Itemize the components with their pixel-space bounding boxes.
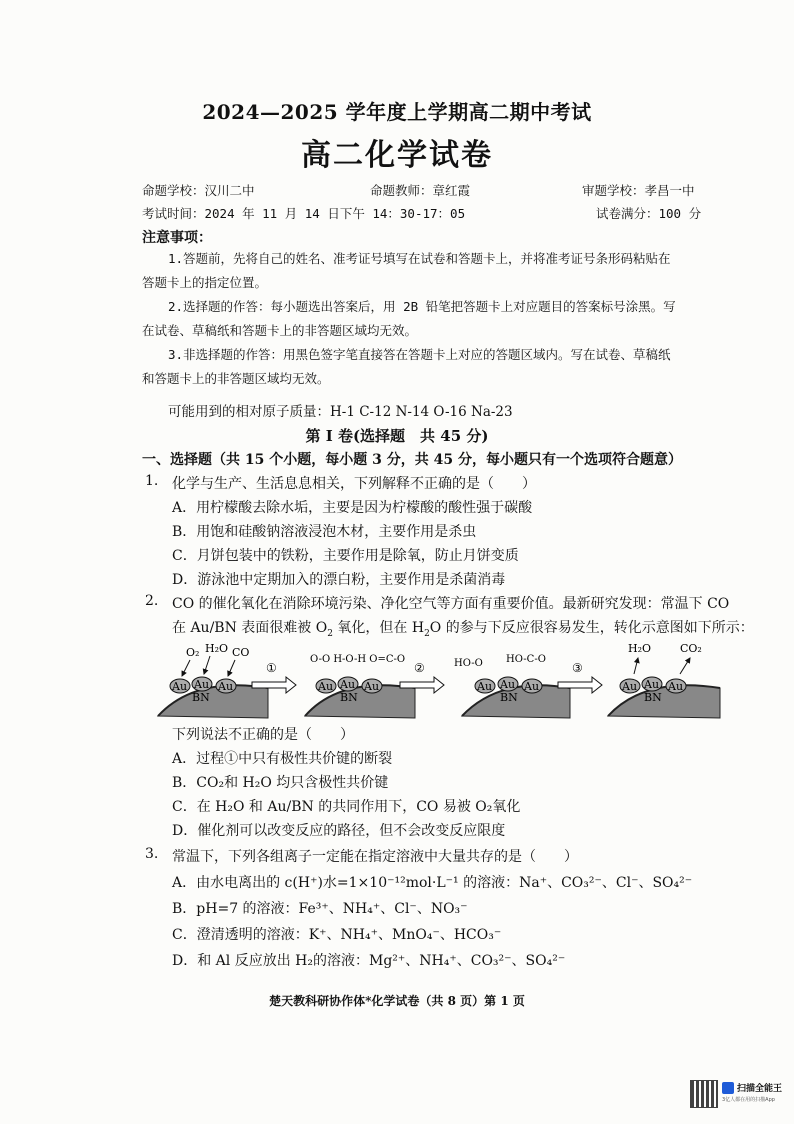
svg-text:CO: CO [232, 646, 250, 659]
svg-text:Au: Au [644, 678, 660, 691]
svg-text:Au: Au [318, 680, 334, 693]
svg-text:H₂O: H₂O [205, 642, 229, 655]
stage-2 [305, 654, 415, 718]
scanner-subtitle: 3亿人都在用的扫描App [722, 1097, 775, 1103]
svg-text:Au: Au [524, 680, 540, 693]
svg-text:HO-O: HO-O [454, 658, 483, 669]
svg-text:CO₂: CO₂ [680, 642, 702, 655]
svg-text:Au: Au [477, 680, 493, 693]
svg-text:Au: Au [340, 678, 356, 691]
step-3-arrow [558, 661, 602, 693]
notice-heading: 注意事项： [142, 230, 212, 246]
atomic-masses: 可能用到的相对原子质量：H-1 C-12 N-14 O-16 Na-23 [168, 404, 513, 420]
q2-option-c: C．在 H₂O 和 Au/BN 的共同作用下，CO 易被 O₂氧化 [172, 799, 521, 815]
q3-number: 3. [145, 846, 159, 862]
q3-stem: 常温下，下列各组离子一定能在指定溶液中大量共存的是（ ） [172, 849, 578, 865]
q2-option-d: D．催化剂可以改变反应的路径，但不会改变反应限度 [172, 823, 506, 839]
exam-title: 2024—2025 学年度上学期高二期中考试 [202, 100, 592, 124]
qr-code-icon [690, 1080, 718, 1108]
section1-title: 一、选择题（共 15 个小题，每小题 3 分，共 45 分，每小题只有一个选项符合题意） [142, 452, 682, 468]
scanner-logo-icon [722, 1082, 734, 1094]
part1-title: 第 I 卷(选择题 共 45 分) [305, 427, 489, 445]
q1-option-b: B．用饱和硅酸钠溶液浸泡木材，主要作用是杀虫 [172, 524, 477, 540]
q3-option-d: D．和 Al 反应放出 H₂的溶液：Mg²⁺、NH₄⁺、CO₃²⁻、SO₄²⁻ [172, 953, 566, 969]
setter-school: 命题学校：汉川二中 [142, 183, 255, 198]
svg-text:BN: BN [192, 691, 210, 704]
subject-title: 高二化学试卷 [301, 138, 493, 173]
q1-option-c: C．月饼包装中的铁粉，主要作用是除氧，防止月饼变质 [172, 548, 519, 564]
svg-text:Au: Au [194, 678, 210, 691]
reviewer-school: 审题学校：孝昌一中 [582, 183, 695, 198]
setter-teacher: 命题教师：章红霞 [370, 183, 471, 198]
q2-ask: 下列说法不正确的是（ ） [172, 727, 354, 743]
svg-text:O₂: O₂ [186, 646, 200, 659]
co-oxidation-diagram [150, 638, 750, 720]
q2-option-b: B．CO₂和 H₂O 均只含极性共价键 [172, 775, 389, 791]
svg-text:BN: BN [340, 691, 358, 704]
q1-number: 1. [145, 473, 159, 489]
q2-stem-line1: CO 的催化氧化在消除环境污染、净化空气等方面有重要价值。最新研究发现：常温下 CO [172, 596, 730, 612]
q2-stem-line2: 在 Au/BN 表面很难被 $O_2$ 氧化，但在 $H_2O$ 的参与下反应很容易发生，转化示意图如下所示： [172, 620, 754, 639]
exam-time: 考试时间：2024 年 11 月 14 日下午 14：30-17：05 [142, 206, 466, 221]
scanner-brand: 扫描全能王 [737, 1084, 783, 1094]
svg-text:Au: Au [172, 680, 188, 693]
svg-text:BN: BN [500, 691, 518, 704]
full-score: 试卷满分：100 分 [596, 206, 702, 221]
q2-number: 2. [145, 593, 159, 609]
notice-line: 1.答题前，先将自己的姓名、准考证号填写在试卷和答题卡上，并将准考证号条形码粘贴在 [168, 251, 671, 266]
notice-line: 3.非选择题的作答：用黑色签字笔直接答在答题卡上对应的答题区域内。写在试卷、草稿纸 [168, 347, 671, 362]
q1-option-a: A．用柠檬酸去除水垢，主要是因为柠檬酸的酸性强于碳酸 [172, 500, 533, 516]
svg-text:②: ② [414, 661, 425, 675]
q1-stem: 化学与生产、生活息息相关，下列解释不正确的是（ ） [172, 476, 536, 492]
svg-text:①: ① [266, 661, 277, 675]
svg-text:BN: BN [644, 691, 662, 704]
svg-text:Au: Au [500, 678, 516, 691]
stage-4 [608, 642, 720, 718]
svg-text:Au: Au [668, 680, 684, 693]
scanner-watermark [690, 1080, 786, 1110]
q1-option-d: D．游泳池中定期加入的漂白粉，主要作用是杀菌消毒 [172, 572, 506, 588]
svg-text:O-O H-O-H O=C-O: O-O H-O-H O=C-O [310, 654, 406, 665]
svg-text:Au: Au [364, 680, 380, 693]
stage-3 [454, 654, 570, 718]
svg-text:Au: Au [218, 680, 234, 693]
svg-text:H₂O: H₂O [628, 642, 652, 655]
svg-text:③: ③ [572, 661, 583, 675]
notice-line: 在试卷、草稿纸和答题卡上的非答题区域均无效。 [142, 323, 418, 338]
q3-option-c: C．澄清透明的溶液：K⁺、NH₄⁺、MnO₄⁻、HCO₃⁻ [172, 927, 502, 943]
notice-line: 和答题卡上的非答题区域均无效。 [142, 371, 330, 386]
q3-option-a: A．由水电离出的 c(H⁺)水=1×10⁻¹²mol·L⁻¹ 的溶液：Na⁺、CO₃²⁻、Cl⁻、SO₄²⁻ [172, 875, 693, 891]
svg-text:Au: Au [622, 680, 638, 693]
svg-text:HO-C-O: HO-C-O [506, 654, 546, 665]
page-footer: 楚天教科研协作体*化学试卷（共 8 页）第 1 页 [269, 994, 525, 1008]
q2-option-a: A．过程①中只有极性共价键的断裂 [172, 751, 393, 767]
q3-option-b: B．pH=7 的溶液：Fe³⁺、NH₄⁺、Cl⁻、NO₃⁻ [172, 901, 468, 917]
notice-line: 2.选择题的作答：每小题选出答案后，用 2B 铅笔把答题卡上对应题目的答案标号涂黑。写 [168, 299, 676, 314]
stage-1 [158, 642, 268, 718]
step-2-arrow [400, 661, 444, 693]
notice-line: 答题卡上的指定位置。 [142, 275, 268, 290]
step-1-arrow [252, 661, 296, 693]
